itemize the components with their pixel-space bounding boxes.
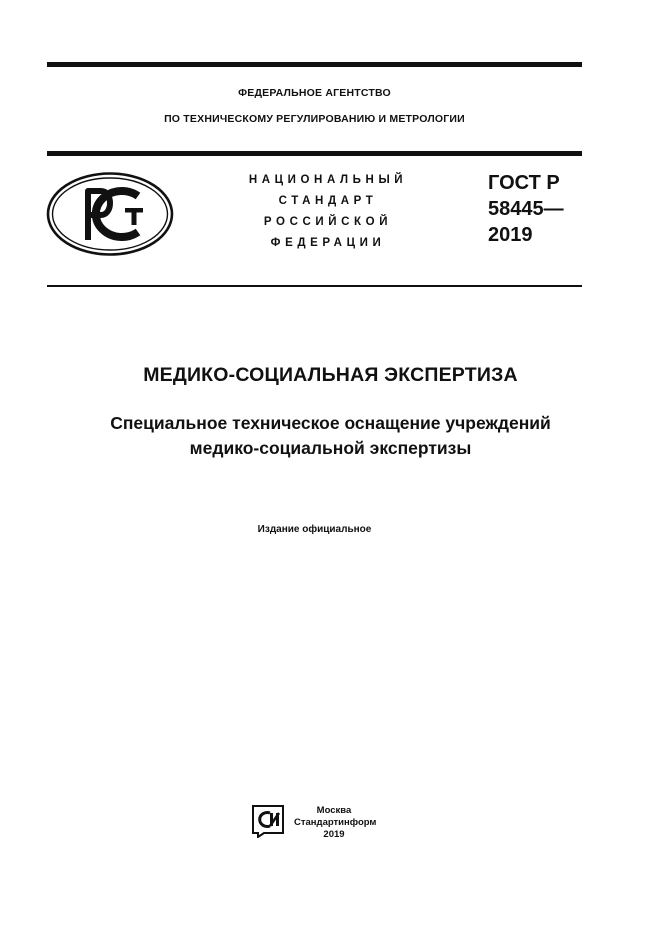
standard-type-line: РОССИЙСКОЙ xyxy=(263,216,393,228)
bottom-header-rule xyxy=(47,285,582,287)
publisher-name: Стандартинформ xyxy=(294,817,377,828)
agency-line-1: ФЕДЕРАЛЬНОЕ АГЕНТСТВО xyxy=(238,87,391,99)
agency-line-2: ПО ТЕХНИЧЕСКОМУ РЕГУЛИРОВАНИЮ И МЕТРОЛОГИИ xyxy=(164,113,465,125)
publisher-year: 2019 xyxy=(323,829,345,840)
top-rule xyxy=(47,62,582,67)
publisher-info xyxy=(294,805,377,841)
edition-label: Издание официальное xyxy=(257,524,372,535)
document-subtitle xyxy=(0,411,661,461)
standard-type-line: ФЕДЕРАЦИИ xyxy=(270,237,386,249)
publisher-city: Москва xyxy=(316,805,352,816)
standard-type xyxy=(228,170,428,254)
standard-code-line: ГОСТ Р xyxy=(488,172,560,194)
standard-code xyxy=(488,170,564,248)
header-rule xyxy=(47,151,582,156)
standartinform-logo-icon xyxy=(250,804,286,838)
subtitle-line: медико-социальной экспертизы xyxy=(189,438,472,458)
rst-certification-mark-icon xyxy=(46,172,174,256)
standard-code-line: 2019 xyxy=(488,224,533,246)
standard-type-line: СТАНДАРТ xyxy=(278,195,378,207)
document-title: МЕДИКО-СОЦИАЛЬНАЯ ЭКСПЕРТИЗА xyxy=(143,364,518,386)
standard-code-line: 58445— xyxy=(488,198,564,220)
standard-type-line: НАЦИОНАЛЬНЫЙ xyxy=(248,174,408,186)
subtitle-line: Специальное техническое оснащение учреждений xyxy=(110,413,551,433)
